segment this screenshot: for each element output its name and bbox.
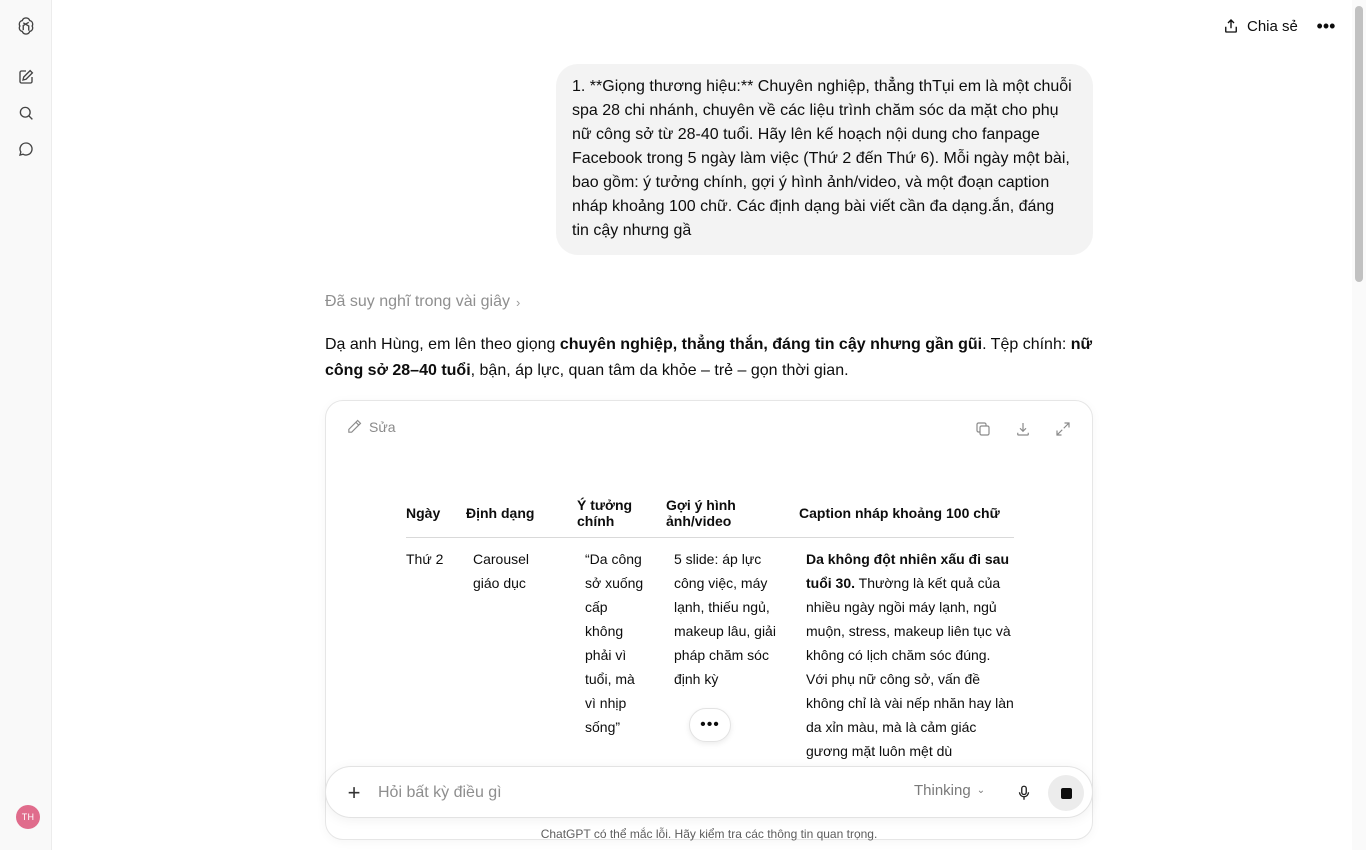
scrollbar-thumb[interactable] [1355, 6, 1363, 282]
chevron-right-icon: › [516, 294, 521, 310]
plus-icon: + [347, 780, 361, 805]
intro-text: . Tệp chính: [982, 336, 1071, 353]
table-cell-visual: 5 slide: áp lực công việc, máy lạnh, thiếu ngủ, makeup lâu, giải pháp chăm sóc định kỳ [674, 551, 776, 687]
search-icon [17, 104, 35, 122]
prompt-input[interactable] [378, 780, 878, 806]
intro-bold: chuyên nghiệp, thẳng thắn, đáng tin cậy nhưng gần gũi [559, 336, 983, 353]
caption-bold: Da không đột nhiên xấu đi sau tuổi 30. [806, 551, 1010, 591]
share-button[interactable] [1216, 12, 1304, 40]
attach-button[interactable] [340, 779, 368, 807]
openai-logo-icon[interactable] [12, 12, 40, 40]
table-cell-format: Carousel giáo dục [473, 551, 530, 591]
user-message-bubble [556, 64, 1093, 255]
new-chat-button[interactable] [12, 63, 40, 91]
microphone-button[interactable] [1012, 781, 1036, 805]
composer [325, 766, 1093, 818]
user-message-text: 1. **Giọng thương hiệu:** Chuyên nghiệp, thẳng thTụi em là một chuỗi spa 28 chi nhánh, chuyên về các liệu trình chăm sóc da mặt cho phụ nữ công sở từ 28-40 tuổi. Hãy lên kế hoạch nội dung cho fanpage Facebook trong 5 ngày làm việc (Thứ 2 đến Thứ 6). Mỗi ngày một bài, bao gồm: ý tưởng chính, gợi ý hình ảnh/video, và một đoạn caption nháp khoảng 100 chữ. Các định dạng bài viết cần đa dạng.ắn, đáng tin cậy nhưng gầ [572, 78, 1072, 239]
more-horizontal-icon: ••• [1316, 15, 1336, 36]
table-header-day: Ngày [406, 505, 441, 521]
assistant-intro [325, 332, 1095, 384]
edit-button[interactable] [346, 418, 396, 435]
stop-button[interactable] [1048, 775, 1084, 811]
copy-icon [974, 420, 992, 438]
table-header-visual: Gợi ý hình ảnh/video [666, 497, 736, 529]
table-header-caption: Caption nháp khoảng 100 chữ [799, 505, 1000, 521]
table-header-format: Định dạng [466, 505, 535, 521]
intro-text: Dạ anh Hùng, em lên theo giọng [325, 336, 560, 353]
sidebar-rail [0, 0, 52, 850]
chevron-down-icon: ⌄ [976, 785, 986, 796]
edit-label: Sửa [369, 418, 396, 435]
search-button[interactable] [12, 99, 40, 127]
chat-bubble-icon [17, 140, 35, 158]
share-label: Chia sẻ [1247, 17, 1298, 35]
table-cell-caption [806, 547, 1014, 763]
more-options-button[interactable] [1312, 12, 1340, 40]
model-selector[interactable] [914, 782, 985, 799]
intro-text: , bận, áp lực, quan tâm da khỏe – trẻ – gọn thời gian. [470, 362, 849, 379]
microphone-icon [1015, 784, 1033, 802]
more-horizontal-icon: ••• [700, 716, 720, 733]
table-cell-day: Thứ 2 [406, 551, 444, 567]
copy-button[interactable] [972, 418, 994, 440]
expand-button[interactable] [1052, 418, 1074, 440]
intro-bold: nữ công sở 28–40 tuổi [325, 336, 1093, 379]
page-scrollbar[interactable] [1352, 0, 1366, 850]
share-icon [1222, 17, 1240, 35]
new-chat-icon [17, 68, 35, 86]
thought-toggle[interactable] [325, 293, 520, 311]
expand-icon [1054, 420, 1072, 438]
thought-label: Đã suy nghĩ trong vài giây [325, 293, 510, 310]
canvas-more-button[interactable] [689, 708, 731, 742]
stop-icon [1061, 788, 1072, 799]
download-icon [1014, 420, 1032, 438]
download-button[interactable] [1012, 418, 1034, 440]
pencil-icon [346, 418, 363, 435]
chats-button[interactable] [12, 135, 40, 163]
caption-text: Thường là kết quả của nhiều ngày ngồi máy lạnh, ngủ muộn, stress, makeup liên tục và không có lịch chăm sóc đúng. Với phụ nữ công sở, vấn đề không chỉ là vài nếp nhăn hay làn da xỉn màu, mà là cảm giác gương mặt luôn mệt dù [806, 575, 1014, 759]
model-label: Thinking [914, 782, 971, 799]
disclaimer: ChatGPT có thể mắc lỗi. Hãy kiểm tra các thông tin quan trọng. [540, 827, 878, 841]
avatar[interactable]: TH [16, 805, 40, 829]
table-header-idea: Ý tưởng chính [577, 497, 633, 529]
table-header-divider [406, 537, 1014, 538]
table-cell-idea: “Da công sở xuống cấp không phải vì tuổi, mà vì nhịp sống” [585, 551, 644, 735]
